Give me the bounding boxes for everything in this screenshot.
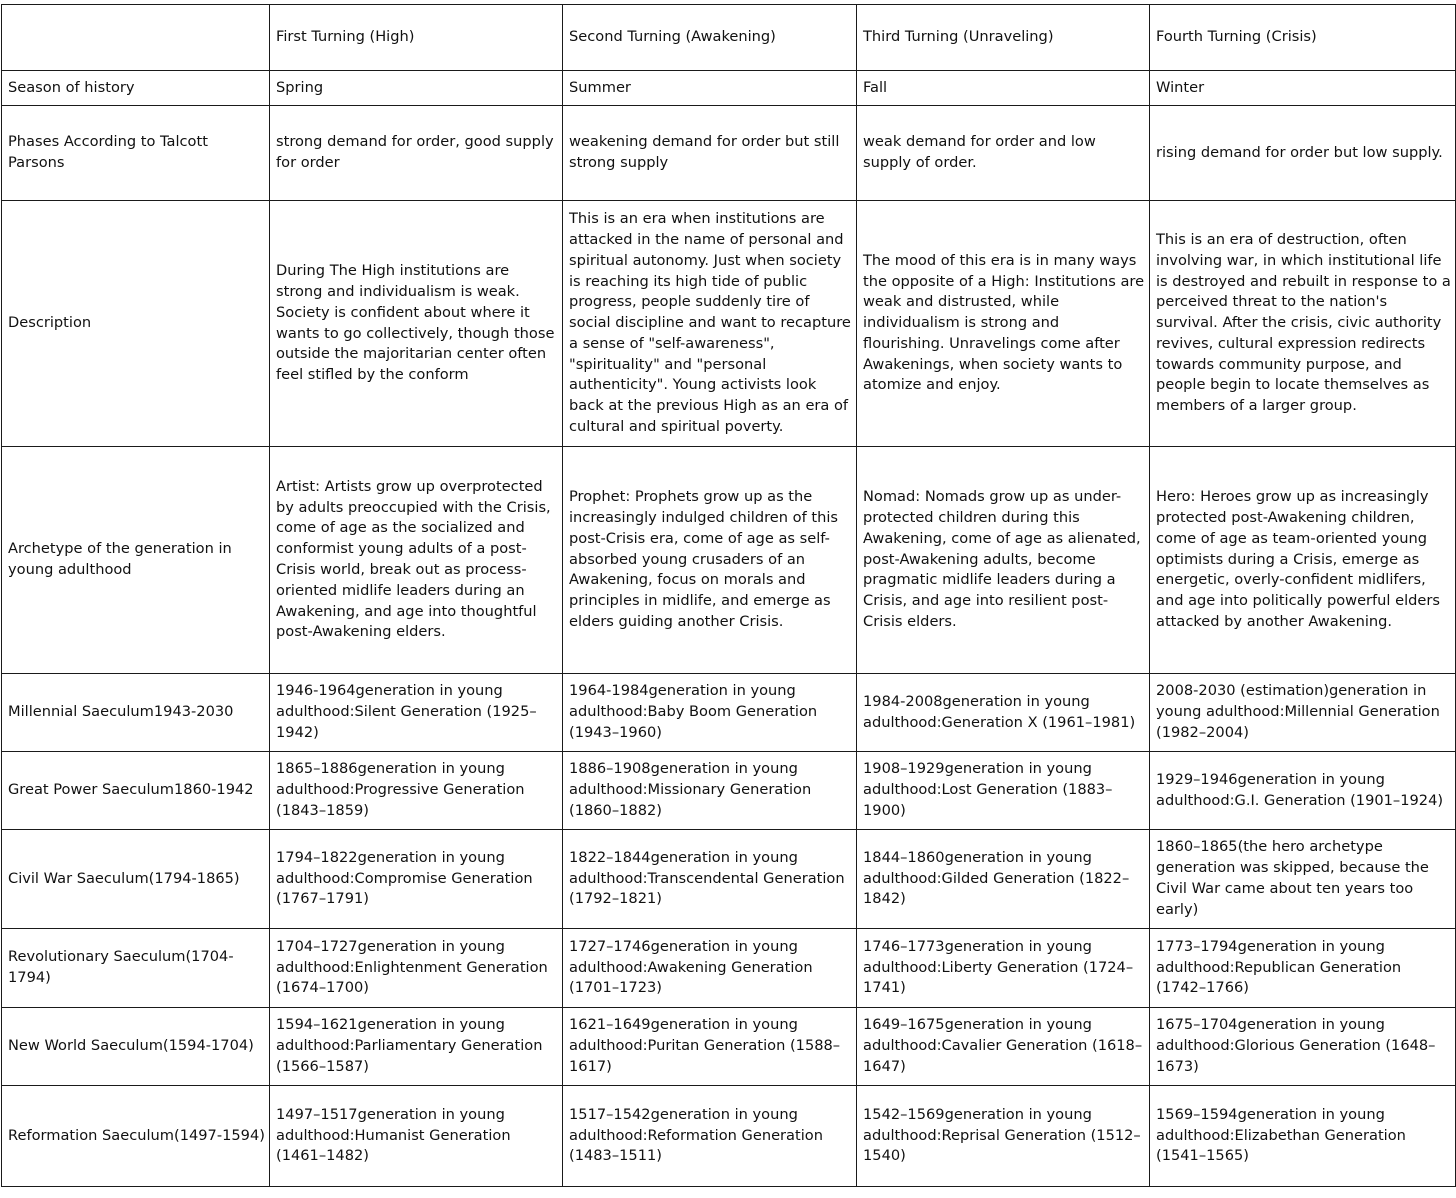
header-cell-fourth-turning: Fourth Turning (Crisis) [1150,5,1456,71]
table-cell: 1569–1594generation in young adulthood:Elizabethan Generation (1541–1565) [1150,1086,1456,1187]
table-cell: During The High institutions are strong and individualism is weak. Society is confident about where it wants to go collectively, though those outside the majoritarian center often feel stifled by the conform [270,201,563,447]
header-cell-first-turning: First Turning (High) [270,5,563,71]
table-cell: 1860–1865(the hero archetype generation was skipped, because the Civil War came about ten years too early) [1150,830,1456,929]
table-cell: 1773–1794generation in young adulthood:Republican Generation (1742–1766) [1150,929,1456,1008]
table-cell: Nomad: Nomads grow up as under-protected children during this Awakening, come of age as alienated, post-Awakening adults, become pragmatic midlife leaders during a Crisis, and age into resilient post-Crisis elders. [857,447,1150,674]
table-cell: 1964-1984generation in young adulthood:Baby Boom Generation (1943–1960) [563,674,857,752]
turnings-table [1,4,1456,1187]
table-row-civil-war [2,830,1456,929]
table-cell: 1497–1517generation in young adulthood:Humanist Generation (1461–1482) [270,1086,563,1187]
row-label-cell: Season of history [2,71,270,106]
table-row-reformation [2,1086,1456,1187]
table-cell: rising demand for order but low supply. [1150,106,1456,201]
table-cell: 1908–1929generation in young adulthood:Lost Generation (1883–1900) [857,752,1150,830]
row-label-cell: New World Saeculum(1594-1704) [2,1008,270,1086]
row-label-cell: Civil War Saeculum(1794-1865) [2,830,270,929]
table-cell: 1594–1621generation in young adulthood:Parliamentary Generation (1566–1587) [270,1008,563,1086]
table-cell: 1727–1746generation in young adulthood:Awakening Generation (1701–1723) [563,929,857,1008]
row-label-cell: Phases According to Talcott Parsons [2,106,270,201]
table-row-archetype [2,447,1456,674]
table-cell: 1984-2008generation in young adulthood:Generation X (1961–1981) [857,674,1150,752]
table-cell: Prophet: Prophets grow up as the increasingly indulged children of this post-Crisis era, come of age as self-absorbed young crusaders of an Awakening, focus on morals and principles in midlife, and emerge as elders guiding another Crisis. [563,447,857,674]
table-row-great-power [2,752,1456,830]
table-cell: Winter [1150,71,1456,106]
table-row-season [2,71,1456,106]
table-cell: 1794–1822generation in young adulthood:Compromise Generation (1767–1791) [270,830,563,929]
header-row [2,5,1456,71]
header-cell-corner [2,5,270,71]
table-cell: 1929–1946generation in young adulthood:G.I. Generation (1901–1924) [1150,752,1456,830]
table-cell: Hero: Heroes grow up as increasingly protected post-Awakening children, come of age as team-oriented young optimists during a Crisis, emerge as energetic, overly-confident midlifers, and age into politically powerful elders attacked by another Awakening. [1150,447,1456,674]
table-cell: weakening demand for order but still strong supply [563,106,857,201]
table-cell: 1542–1569generation in young adulthood:Reprisal Generation (1512–1540) [857,1086,1150,1187]
table-cell: 2008-2030 (estimation)generation in young adulthood:Millennial Generation (1982–2004) [1150,674,1456,752]
table-cell: strong demand for order, good supply for order [270,106,563,201]
row-label-cell: Archetype of the generation in young adulthood [2,447,270,674]
table-cell: 1746–1773generation in young adulthood:Liberty Generation (1724–1741) [857,929,1150,1008]
table-row-millennial [2,674,1456,752]
table-cell: 1621–1649generation in young adulthood:Puritan Generation (1588–1617) [563,1008,857,1086]
table-row-new-world [2,1008,1456,1086]
header-cell-third-turning: Third Turning (Unraveling) [857,5,1150,71]
table-cell: Artist: Artists grow up overprotected by adults preoccupied with the Crisis, come of age as the socialized and conformist young adults of a post-Crisis world, break out as process-oriented midlife leaders during an Awakening, and age into thoughtful post-Awakening elders. [270,447,563,674]
table-cell: Fall [857,71,1150,106]
row-label-cell: Great Power Saeculum1860-1942 [2,752,270,830]
table-cell: This is an era when institutions are attacked in the name of personal and spiritual autonomy. Just when society is reaching its high tide of public progress, people suddenly tire of social discipline and want to recapture a sense of "self-awareness", "spirituality" and "personal authenticity". Young activists look back at the previous High as an era of cultural and spiritual poverty. [563,201,857,447]
table-row-revolutionary [2,929,1456,1008]
row-label-cell: Reformation Saeculum(1497-1594) [2,1086,270,1187]
table-cell: 1675–1704generation in young adulthood:Glorious Generation (1648–1673) [1150,1008,1456,1086]
table-cell: 1844–1860generation in young adulthood:Gilded Generation (1822–1842) [857,830,1150,929]
table-cell: 1704–1727generation in young adulthood:Enlightenment Generation (1674–1700) [270,929,563,1008]
table-cell: Spring [270,71,563,106]
table-cell: 1822–1844generation in young adulthood:Transcendental Generation (1792–1821) [563,830,857,929]
table-row-phases [2,106,1456,201]
table-cell: 1649–1675generation in young adulthood:Cavalier Generation (1618–1647) [857,1008,1150,1086]
table-cell: 1946-1964generation in young adulthood:Silent Generation (1925–1942) [270,674,563,752]
table-cell: weak demand for order and low supply of order. [857,106,1150,201]
table-cell: 1865–1886generation in young adulthood:Progressive Generation (1843–1859) [270,752,563,830]
table-cell: The mood of this era is in many ways the opposite of a High: Institutions are weak and distrusted, while individualism is strong and flourishing. Unravelings come after Awakenings, when society wants to atomize and enjoy. [857,201,1150,447]
row-label-cell: Revolutionary Saeculum(1704-1794) [2,929,270,1008]
table-cell: Summer [563,71,857,106]
table-row-description [2,201,1456,447]
row-label-cell: Description [2,201,270,447]
row-label-cell: Millennial Saeculum1943-2030 [2,674,270,752]
header-cell-second-turning: Second Turning (Awakening) [563,5,857,71]
table-cell: This is an era of destruction, often involving war, in which institutional life is destroyed and rebuilt in response to a perceived threat to the nation's survival. After the crisis, civic authority revives, cultural expression redirects towards community purpose, and people begin to locate themselves as members of a larger group. [1150,201,1456,447]
table-cell: 1886–1908generation in young adulthood:Missionary Generation (1860–1882) [563,752,857,830]
table-cell: 1517–1542generation in young adulthood:Reformation Generation (1483–1511) [563,1086,857,1187]
